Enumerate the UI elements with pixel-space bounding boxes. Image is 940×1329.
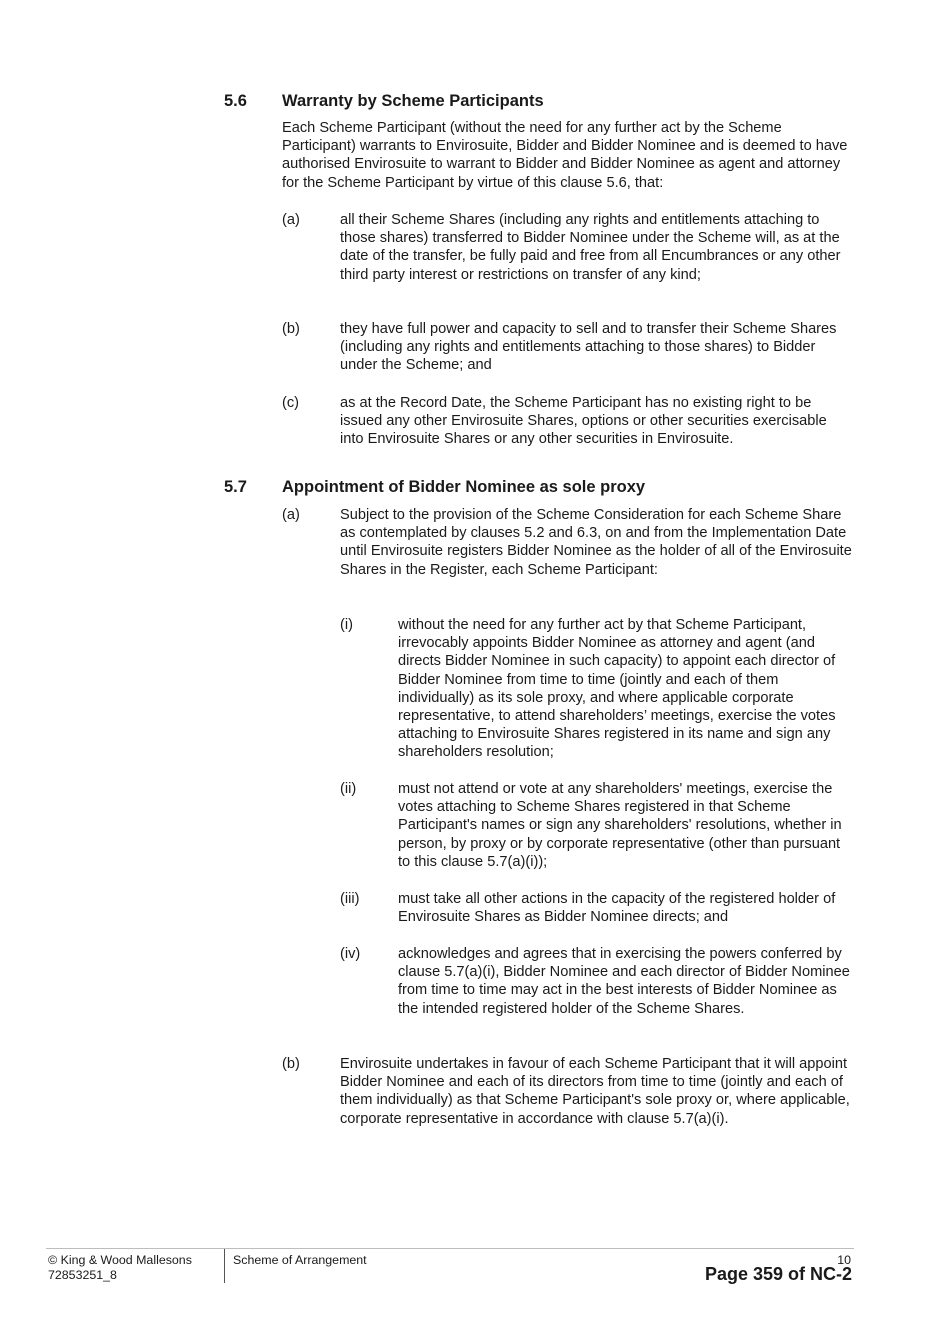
item-text: Envirosuite undertakes in favour of each Scheme Participant that it will appoint Bidder Nominee and each of its directors from time to time (jointly and each of them individually) as that Scheme Participant's sole proxy or, where applicable, corporate representative in accordance with clause 5.7(a)(i). bbox=[340, 1056, 850, 1127]
section-intro: Each Scheme Participant (without the need for any further act by the Scheme Participant) warrants to Envirosuite, Bidder and Bidder Nominee and is deemed to have authorised Envirosuite to warrant to Bidder and Bidder Nominee as agent and attorney for the Scheme Participant by virtue of this clause 5.6, that: bbox=[282, 120, 848, 191]
subitem-text: without the need for any further act by that Scheme Participant, irrevocably appoints Bidder Nominee as attorney and agent (and directs Bidder Nominee in such capacity) to appoint each director of Bidder Nominee from time to time (jointly and each of them individually) as its sole proxy, and where applicable corporate representative, to attend shareholders’ meetings, exercise the votes attaching to Envirosuite Shares registered in its name and sign any shareholders resolution; bbox=[398, 617, 836, 761]
subitem-label: (iv) bbox=[340, 946, 361, 962]
footer-firm: © King & Wood Mallesons bbox=[48, 1253, 192, 1267]
item-label: (b) bbox=[282, 321, 300, 337]
footer-doc-id: 72853251_8 bbox=[48, 1268, 117, 1282]
section-number: 5.7 bbox=[224, 478, 247, 496]
section-title: Appointment of Bidder Nominee as sole proxy bbox=[282, 478, 646, 496]
subitem-text: must not attend or vote at any shareholders' meetings, exercise the votes attaching to Scheme Shares registered in that Scheme Participant's names or sign any shareholders' resolutions, whether in person, by proxy or by corporate representative (other than pursuant to this clause 5.7(a)(i)); bbox=[398, 781, 842, 870]
subitem-label: (i) bbox=[340, 617, 353, 633]
footer-page-number: 10 bbox=[837, 1253, 851, 1267]
item-text: as at the Record Date, the Scheme Participant has no existing right to be issued any other Envirosuite Shares, options or other securities exercisable into Envirosuite Shares or any other securities in Envirosuite. bbox=[340, 395, 827, 448]
subitem-text: must take all other actions in the capacity of the registered holder of Envirosuite Shares as Bidder Nominee directs; and bbox=[398, 891, 836, 926]
subitem-label: (iii) bbox=[340, 891, 360, 907]
item-label: (b) bbox=[282, 1056, 300, 1072]
item-label: (a) bbox=[282, 507, 300, 523]
subitem-label: (ii) bbox=[340, 781, 357, 797]
item-text: all their Scheme Shares (including any rights and entitlements attaching to those shares) transferred to Bidder Nominee under the Scheme will, as at the date of the transfer, be fully paid and free from all Encumbrances or any other third party interest or restrictions on transfer of any kind; bbox=[340, 212, 841, 283]
footer-divider bbox=[46, 1248, 854, 1249]
footer-doc-title: Scheme of Arrangement bbox=[233, 1253, 367, 1267]
item-label: (a) bbox=[282, 212, 300, 228]
subitem-text: acknowledges and agrees that in exercising the powers conferred by clause 5.7(a)(i), Bidder Nominee and each director of Bidder Nominee from time to time may act in the best interests of Bidder Nominee as the intended registered holder of the Scheme Shares. bbox=[398, 946, 850, 1017]
item-text: Subject to the provision of the Scheme Consideration for each Scheme Share as contemplated by clauses 5.2 and 6.3, on and from the Implementation Date until Envirosuite registers Bidder Nominee as the holder of all of the Envirosuite Shares in the Register, each Scheme Participant: bbox=[340, 507, 852, 578]
page-stamp: Page 359 of NC-2 bbox=[704, 1264, 852, 1284]
section-title: Warranty by Scheme Participants bbox=[282, 92, 544, 110]
footer-vertical-divider bbox=[224, 1249, 225, 1283]
item-text: they have full power and capacity to sell and to transfer their Scheme Shares (including any rights and entitlements attaching to those shares) to Bidder under the Scheme; and bbox=[340, 321, 837, 374]
section-number: 5.6 bbox=[224, 92, 247, 110]
item-label: (c) bbox=[282, 395, 300, 411]
